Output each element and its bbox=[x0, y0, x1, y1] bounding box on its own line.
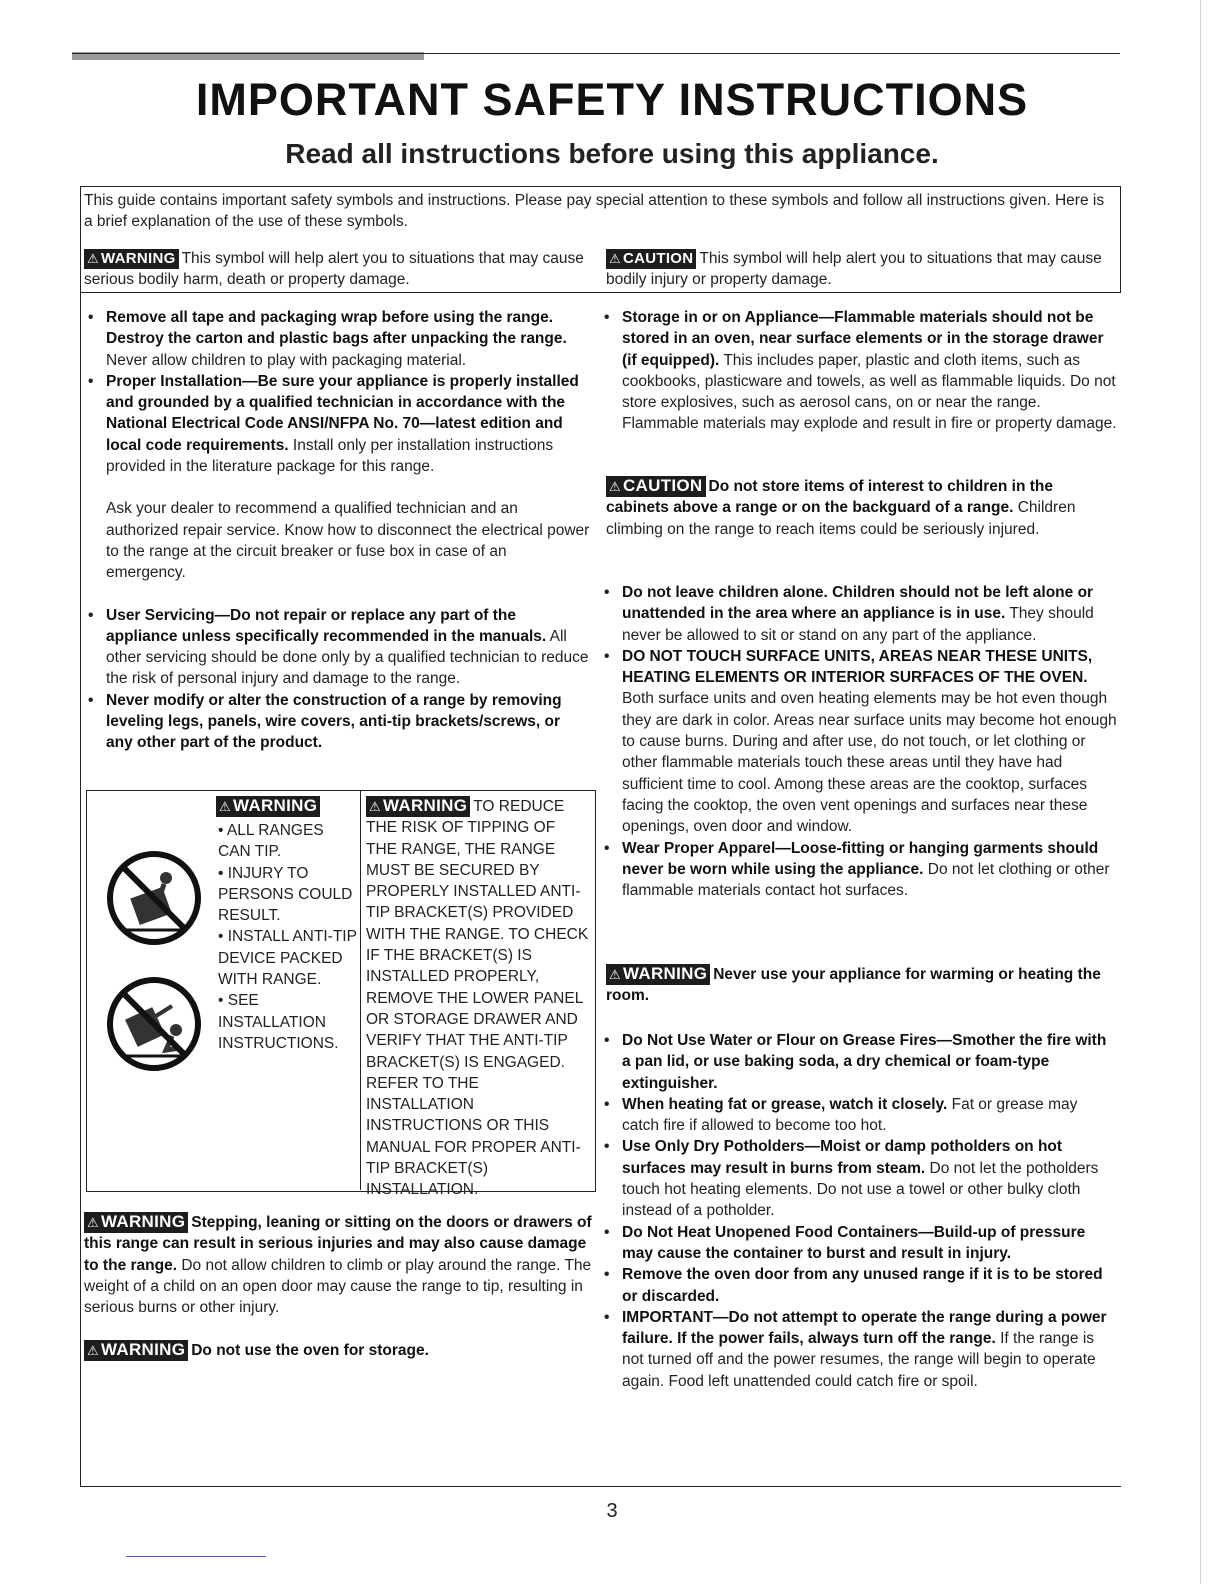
warning-badge: ⚠ WARNING bbox=[84, 1212, 188, 1233]
list-item: • Never modify or alter the construction of a range by removing leveling legs, panels, wire covers, anti-tip brackets/screws, or any other part of the product. bbox=[84, 690, 590, 754]
caution-badge: ⚠ CAUTION bbox=[606, 249, 696, 269]
list-item: • Do Not Heat Unopened Food Containers—Build-up of pressure may cause the container to burst and result in injury. bbox=[600, 1222, 1118, 1265]
list-item: • DO NOT TOUCH SURFACE UNITS, AREAS NEAR THESE UNITS, HEATING ELEMENTS OR INTERIOR SURFACES OF THE OVEN. Both surface units and oven heating elements may be hot even though they are dark in color. Areas near surface units may become hot enough to cause burns. During and after use, do not touch, or let clothing or other flammable materials touch these areas until they have had sufficient time to cool. Among these areas are the cooktop, surfaces facing the cooktop, the oven vent openings and surfaces near these openings, oven door and window. bbox=[600, 646, 1118, 838]
list-item: • Wear Proper Apparel—Loose-fitting or hanging garments should never be worn while using the appliance. Do not let clothing or other flammable materials contact hot surfaces. bbox=[600, 838, 1118, 902]
list-item: • IMPORTANT—Do not attempt to operate the range during a power failure. If the power fails, always turn off the range. If the range is not turned off and the power resumes, the range will begin to operate again. Food left unattended could catch fire or spoil. bbox=[600, 1307, 1118, 1392]
list-item: • Use Only Dry Potholders—Moist or damp potholders on hot surfaces may result in burns from steam. Do not let the potholders touch hot heating elements. Do not use a towel or other bulky cloth instead of a potholder. bbox=[600, 1136, 1118, 1221]
tipping-range-icon bbox=[106, 850, 202, 946]
caution-triangle-icon: ⚠ bbox=[609, 251, 621, 266]
warning-triangle-icon: ⚠ bbox=[87, 251, 99, 266]
caution-badge: ⚠ CAUTION bbox=[606, 476, 706, 497]
list-item: • When heating fat or grease, watch it closely. Fat or grease may catch fire if allowed to become too hot. bbox=[600, 1094, 1118, 1137]
frame-top bbox=[80, 186, 1121, 187]
warning-triangle-icon: ⚠ bbox=[369, 799, 381, 814]
list-item: • User Servicing—Do not repair or replace any part of the appliance unless specifically recommended in the manuals. All other servicing should be done only by a qualified technician to reduce the risk of personal injury and damage to the range. bbox=[84, 605, 590, 690]
children-caution: ⚠ CAUTION Do not store items of interest to children in the cabinets above a range or on the backguard of a range. Children climbing on the range to reach items could be seriously injured. bbox=[606, 476, 1076, 538]
anti-tip-bullets bbox=[218, 820, 358, 1054]
stepping-warning: ⚠ WARNING Stepping, leaning or sitting on the doors or drawers of this range can result in serious injuries and may also cause damage to the range. Do not allow children to climb or play around the range. The weight of a child on an open door may cause the range to tip, resulting in serious burns or other injury. bbox=[84, 1212, 592, 1317]
intro-text: This guide contains important safety symbols and instructions. Please pay special attention to these symbols and follow all instructions given. Here is a brief explanation of the use of these symbols. bbox=[84, 192, 1105, 230]
left-column-top bbox=[84, 307, 590, 754]
list-item: • Storage in or on Appliance—Flammable materials should not be stored in an oven, near surface elements or in the storage drawer (if equipped). This includes paper, plastic and cloth items, such as cookbooks, plasticware and towels, as well as flammable liquids. Do not store explosives, such as aerosol cans, on or near the range. Flammable materials may explode and result in fire or property damage. bbox=[600, 307, 1118, 435]
heating-warning: ⚠ WARNING Never use your appliance for warming or heating the room. bbox=[606, 964, 1101, 1005]
footer-rule bbox=[126, 1556, 266, 1557]
anti-tip-divider bbox=[360, 790, 361, 1190]
page-title: IMPORTANT SAFETY INSTRUCTIONS bbox=[195, 74, 1029, 125]
warning-badge: ⚠ WARNING bbox=[84, 249, 179, 269]
warning-symbol-explanation: ⚠ WARNING This symbol will help alert you to situations that may cause serious bodily harm, death or property damage. bbox=[84, 250, 584, 288]
warning-triangle-icon: ⚠ bbox=[609, 967, 621, 982]
storage-warning: ⚠ WARNING Do not use the oven for storage. bbox=[84, 1340, 598, 1361]
frame-right bbox=[1120, 186, 1121, 292]
frame-bottom bbox=[80, 1486, 1121, 1487]
anti-tip-warning-badge-1: ⚠ WARNING bbox=[216, 796, 323, 817]
warning-badge: ⚠ WARNING bbox=[84, 1340, 188, 1361]
list-item: • Proper Installation—Be sure your appliance is properly installed and grounded by a qualified technician in accordance with the National Electrical Code ANSI/NFPA No. 70—latest edition and local code requirements. Install only per installation instructions provided in the literature package for this range. bbox=[84, 371, 590, 477]
paragraph: Ask your dealer to recommend a qualified technician and an authorized repair service. Know how to disconnect the electrical power to the range at the circuit breaker or fuse box in case of an emergency. bbox=[106, 500, 590, 582]
frame-divider bbox=[80, 292, 1121, 293]
anti-tip-warning-badge-2: ⚠ WARNING bbox=[366, 796, 470, 817]
frame-left bbox=[80, 186, 81, 1486]
right-column-top bbox=[600, 307, 1118, 435]
caution-symbol-explanation: ⚠ CAUTION This symbol will help alert you to situations that may cause bodily injury or property damage. bbox=[606, 250, 1102, 288]
right-column-middle bbox=[600, 582, 1118, 901]
warning-triangle-icon: ⚠ bbox=[87, 1343, 99, 1358]
list-item: • Remove all tape and packaging wrap before using the range. Destroy the carton and plastic bags after unpacking the range. Never allow children to play with packaging material. bbox=[84, 307, 590, 371]
header-rule bbox=[72, 53, 1120, 54]
page-number: 3 bbox=[606, 1500, 618, 1522]
list-item: • ALL RANGES CAN TIP. bbox=[218, 822, 324, 861]
list-item: • Do Not Use Water or Flour on Grease Fires—Smother the fire with a pan lid, or use baking soda, a dry chemical or foam-type extinguisher. bbox=[600, 1030, 1118, 1094]
caution-triangle-icon: ⚠ bbox=[609, 479, 621, 494]
page-subtitle: Read all instructions before using this appliance. bbox=[285, 138, 939, 169]
list-item: • INSTALL ANTI-TIP DEVICE PACKED WITH RANGE. bbox=[218, 928, 357, 989]
list-item: • SEE INSTALLATION INSTRUCTIONS. bbox=[218, 992, 339, 1052]
anti-tip-instructions: ⚠ WARNING TO REDUCE THE RISK OF TIPPING OF THE RANGE, THE RANGE MUST BE SECURED BY PROPERLY INSTALLED ANTI-TIP BRACKET(S) PROVIDED WITH THE RANGE. TO CHECK IF THE BRACKET(S) IS INSTALLED PROPERLY, REMOVE THE LOWER PANEL OR STORAGE DRAWER AND VERIFY THAT THE ANTI-TIP BRACKET(S) IS ENGAGED. REFER TO THE INSTALLATION INSTRUCTIONS OR THIS MANUAL FOR PROPER ANTI-TIP BRACKET(S) INSTALLATION. bbox=[366, 796, 589, 1199]
warning-triangle-icon: ⚠ bbox=[219, 799, 231, 814]
page-edge-line bbox=[1200, 0, 1201, 1584]
child-on-door-icon bbox=[106, 976, 202, 1072]
warning-badge: ⚠ WARNING bbox=[606, 964, 710, 985]
list-item: • Do not leave children alone. Children should not be left alone or unattended in the area where an appliance is in use. They should never be allowed to sit or stand on any part of the appliance. bbox=[600, 582, 1118, 646]
warning-triangle-icon: ⚠ bbox=[87, 1215, 99, 1230]
list-item: • Remove the oven door from any unused range if it is to be stored or discarded. bbox=[600, 1264, 1118, 1307]
list-item: • INJURY TO PERSONS COULD RESULT. bbox=[218, 864, 353, 925]
right-column-bottom bbox=[600, 1030, 1118, 1392]
